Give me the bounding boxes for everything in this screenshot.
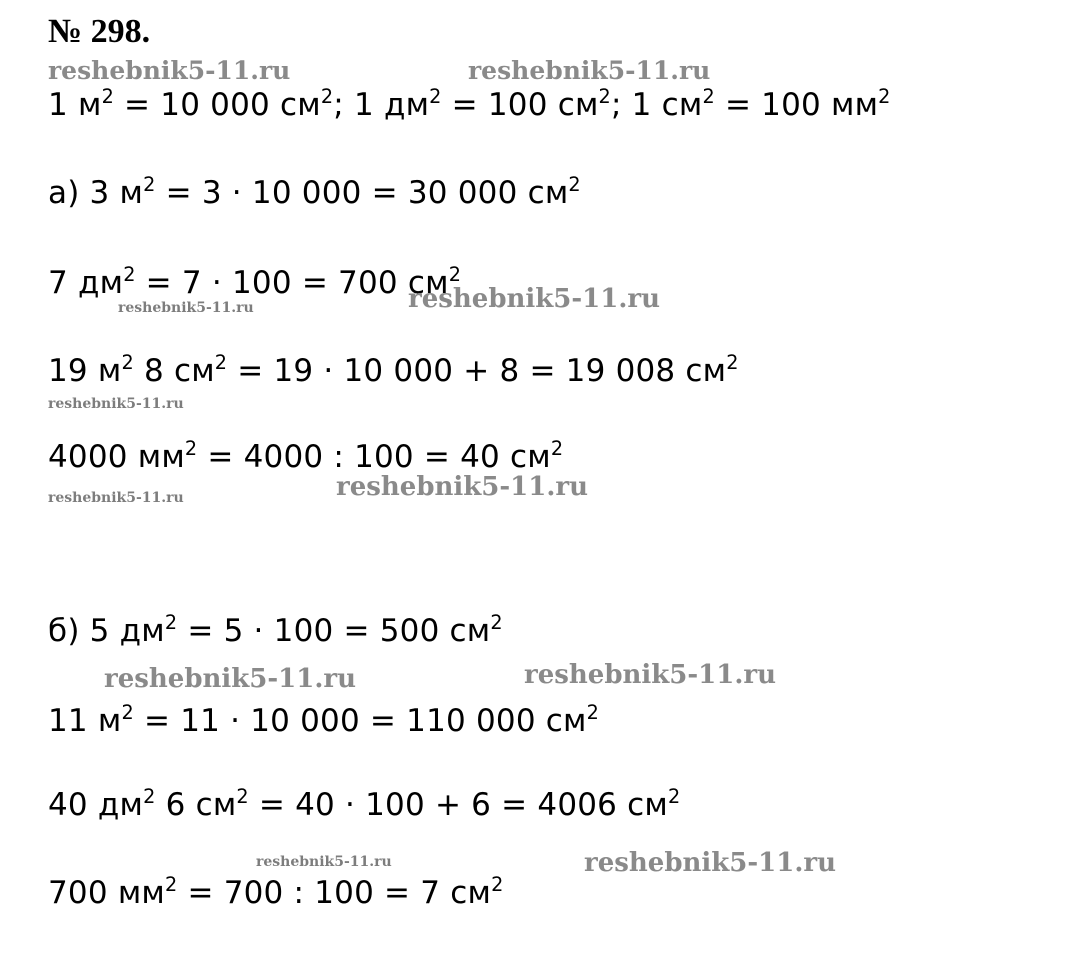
watermark: reshebnik5-11.ru	[48, 490, 184, 506]
part-b-line-1: б) 5 $дм^2 = 5 \cdot 100 = 500$ $см^2$	[48, 611, 503, 649]
part-b-line-2: 11 $м^2 = 11 \cdot 10$ 000 = 110 000 $см^2$	[48, 701, 600, 739]
problem-number: № 298.	[48, 13, 151, 50]
watermark: reshebnik5-11.ru	[584, 848, 837, 878]
watermark: reshebnik5-11.ru	[104, 664, 357, 694]
watermark: reshebnik5-11.ru	[336, 472, 589, 502]
watermark: reshebnik5-11.ru	[468, 56, 711, 85]
watermark: reshebnik5-11.ru	[118, 300, 254, 316]
part-a-line-1: а) 3 $м^2 = 3 \cdot 10$ 000 = 30 000 $см^2$	[48, 173, 581, 211]
watermark: reshebnik5-11.ru	[48, 396, 184, 412]
watermark: reshebnik5-11.ru	[256, 854, 392, 870]
watermark: reshebnik5-11.ru	[48, 56, 291, 85]
unit-conversions-line: 1 $м^2 = 10$ 000 $см^2$; 1 $дм^2 = 100$ $см^2$; 1 $см^2 = 100$ $мм^2$	[48, 85, 891, 123]
part-b-line-3: 40 $дм^2$ 6 $см^2 = 40 \cdot 100 + 6 = 4006$ $см^2$	[48, 785, 681, 823]
part-a-line-3: 19 $м^2$ 8 $см^2 = 19 \cdot 10$ 000 + 8 = 19 008 $см^2$	[48, 351, 739, 389]
watermark: reshebnik5-11.ru	[524, 660, 777, 690]
part-a-line-2: 7 $дм^2 = 7 \cdot 100 = 700$ $см^2$	[48, 263, 462, 301]
watermark: reshebnik5-11.ru	[408, 284, 661, 314]
part-a-line-4: 4000 $мм^2 = 4000$ : 100 = 40 $см^2$	[48, 437, 564, 475]
part-b-line-4: 700 $мм^2 = 700$ : 100 = 7 $см^2$	[48, 873, 504, 911]
